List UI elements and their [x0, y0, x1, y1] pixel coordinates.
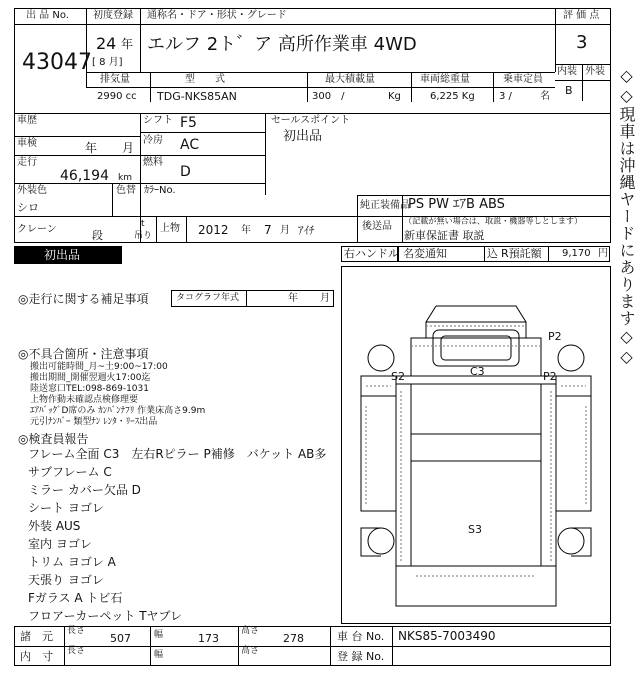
aftermarket: 新車保証書 取説: [404, 229, 485, 242]
truck-diagram: [341, 266, 611, 624]
aftermarket-label: 後送品: [362, 221, 392, 232]
inspector-line: フロアーカーペット Tヤブレ: [28, 609, 183, 623]
damage-mark: S2: [391, 370, 405, 383]
interior-grade-label: 内装: [557, 66, 577, 77]
handle-value: 右ハンドル: [344, 247, 399, 260]
note-line: 搬出可能時間_月~土9:00~17:00: [30, 362, 168, 372]
inner-width-label: 幅: [154, 650, 164, 660]
inspector-line: 室内 ヨゴレ: [28, 537, 92, 551]
upper-maker: ｱｲﾁ: [298, 224, 315, 237]
first-reg-month: [ 8 月]: [92, 57, 123, 68]
inner-size-label: 内 寸: [20, 650, 53, 663]
ext-color: シロ: [17, 201, 39, 214]
max-load-unit: Kg: [388, 91, 401, 102]
grade-label: 評 価 点: [563, 10, 600, 21]
tax-value: 込: [487, 247, 498, 260]
max-load-label: 最大積載量: [325, 74, 375, 85]
aftermarket-note: （記載が無い場合は、取説・機器等しとします）: [404, 217, 583, 227]
crane-stage: 段: [92, 229, 103, 242]
inspector-title: ◎検査員報告: [18, 432, 89, 446]
max-load: 300 /: [312, 91, 345, 102]
recycle-label: R預託額: [501, 247, 542, 260]
spec-length-label: 長さ: [67, 626, 86, 636]
upper-year-unit: 年: [241, 225, 251, 236]
recycle-value: 9,170: [562, 248, 591, 259]
vehicle-name: エルフ 2ト゛ア 高所作業車 4WD: [147, 34, 417, 55]
registration-label: 登 録 No.: [337, 650, 385, 663]
spec-height: 278: [283, 632, 304, 645]
inspector-line: トリム ヨゴレ A: [28, 555, 116, 569]
spec-length: 507: [110, 632, 131, 645]
crane-ton-top: t: [141, 219, 145, 229]
inspection-month: 月: [122, 141, 135, 155]
sales-point-label: セールスポイント: [271, 115, 351, 126]
displacement-label: 排気量: [100, 74, 130, 85]
recycle-unit: 円: [598, 248, 608, 259]
first-reg-year-unit: 年: [121, 37, 134, 51]
tacho-month: 月: [320, 293, 330, 304]
sales-point: 初出品: [283, 129, 323, 144]
inspector-line: ミラー カバー欠品 D: [28, 483, 141, 497]
note-line: 上物作動未確認点検修理要: [30, 395, 139, 405]
inner-height-label: 高さ: [241, 646, 260, 656]
damage-mark: C3: [470, 365, 485, 378]
multi-notice-label: 名変通知: [403, 247, 447, 260]
inspector-line: シート ヨゴレ: [28, 501, 104, 515]
damage-mark: P2: [548, 330, 562, 343]
factory-equip: PS PW ｴｱB ABS: [408, 197, 505, 212]
fuel-label: 燃料: [143, 157, 163, 168]
first-reg-year: 24: [96, 34, 117, 53]
capacity-label: 乗車定員: [503, 74, 543, 85]
mileage-unit: km: [118, 173, 132, 183]
damage-mark: S3: [468, 523, 482, 536]
model-label: 型 式: [185, 74, 225, 85]
note-line: 陸送窓口TEL:098-869-1031: [30, 384, 149, 394]
first-reg-label: 初度登録: [93, 10, 133, 21]
capacity-unit: 名: [540, 91, 550, 102]
inspector-line: フレーム全面 C3 左右Rピラー P補修 バケット AB多: [28, 447, 327, 461]
crane-label: クレーン: [17, 224, 57, 235]
damage-mark: P2: [543, 370, 557, 383]
inspector-line: Fガラス A トビ石: [28, 591, 123, 605]
overall-grade: 3: [576, 32, 588, 53]
gross-weight: 6,225 Kg: [430, 91, 475, 102]
chassis-label: 車 台 No.: [337, 630, 385, 643]
aircon-label: 冷房: [143, 135, 163, 146]
inspector-line: サブフレーム C: [28, 465, 112, 479]
chassis-number: NKS85-7003490: [398, 629, 496, 643]
driving-notes-title: ◎走行に関する補足事項: [18, 292, 149, 306]
inner-length-label: 長さ: [67, 646, 86, 656]
crane-ton-bottom: 吊り: [134, 231, 153, 241]
first-listing-text: 初出品: [44, 248, 81, 262]
note-line: 元引ﾅﾝﾊﾞｰ 類型ﾅﾝ ﾚﾝﾀ・ﾘｰｽ出品: [30, 417, 158, 427]
spec-width: 173: [198, 632, 219, 645]
tacho-year: 年: [288, 293, 298, 304]
color-no-label: ｶﾗｰNo.: [144, 185, 176, 196]
inspector-line: 外装 AUS: [28, 519, 81, 533]
color-change-label: 色替: [116, 185, 136, 196]
factory-equip-label: 純正装備品: [360, 200, 410, 211]
shift-value: F5: [180, 115, 197, 131]
upper-label: 上物: [160, 223, 180, 234]
gross-weight-label: 車両総重量: [420, 74, 470, 85]
displacement: 2990 cc: [97, 91, 137, 102]
note-line: 搬出期間_開催翌週火17:00迄: [30, 373, 151, 383]
lot-label: 出 品 No.: [26, 10, 69, 21]
spec-width-label: 幅: [154, 630, 164, 640]
interior-grade: B: [565, 84, 573, 97]
specs-label: 諸 元: [20, 630, 53, 643]
ext-color-label: 外装色: [17, 185, 47, 196]
upper-month-unit: 月: [280, 225, 290, 236]
lot-number: 43047: [22, 50, 92, 75]
mileage-label: 走行: [17, 157, 37, 168]
model: TDG-NKS85AN: [157, 90, 237, 103]
spec-height-label: 高さ: [241, 626, 260, 636]
shift-label: シフト: [143, 115, 173, 126]
upper-month: 7: [264, 223, 272, 237]
capacity: 3 /: [499, 91, 512, 102]
defects-title: ◎不具合箇所・注意事項: [18, 347, 149, 361]
exterior-grade-label: 外装: [585, 66, 605, 77]
inspection-label: 車検: [17, 138, 37, 149]
history-label: 車歴: [17, 115, 37, 126]
fuel-value: D: [180, 164, 191, 180]
mileage: 46,194: [60, 168, 109, 184]
first-listing-banner: [14, 246, 122, 264]
inspector-line: 天張り ヨゴレ: [28, 573, 104, 587]
note-line: ｴｱﾊﾞｯｸﾞD席のみ ｶﾝﾊﾞﾝﾅﾌﾘ 作業床高さ9.9m: [30, 406, 206, 416]
vehicle-name-label: 通称名・ドア・形状・グレード: [147, 10, 287, 21]
upper-year: 2012: [198, 223, 229, 237]
aircon-value: AC: [180, 137, 200, 153]
tacho-label: タコグラフ年式: [176, 293, 240, 303]
side-note: ◇◇現車は沖縄ヤードにあります◇◇: [617, 66, 636, 367]
inspection-year: 年: [85, 141, 98, 155]
